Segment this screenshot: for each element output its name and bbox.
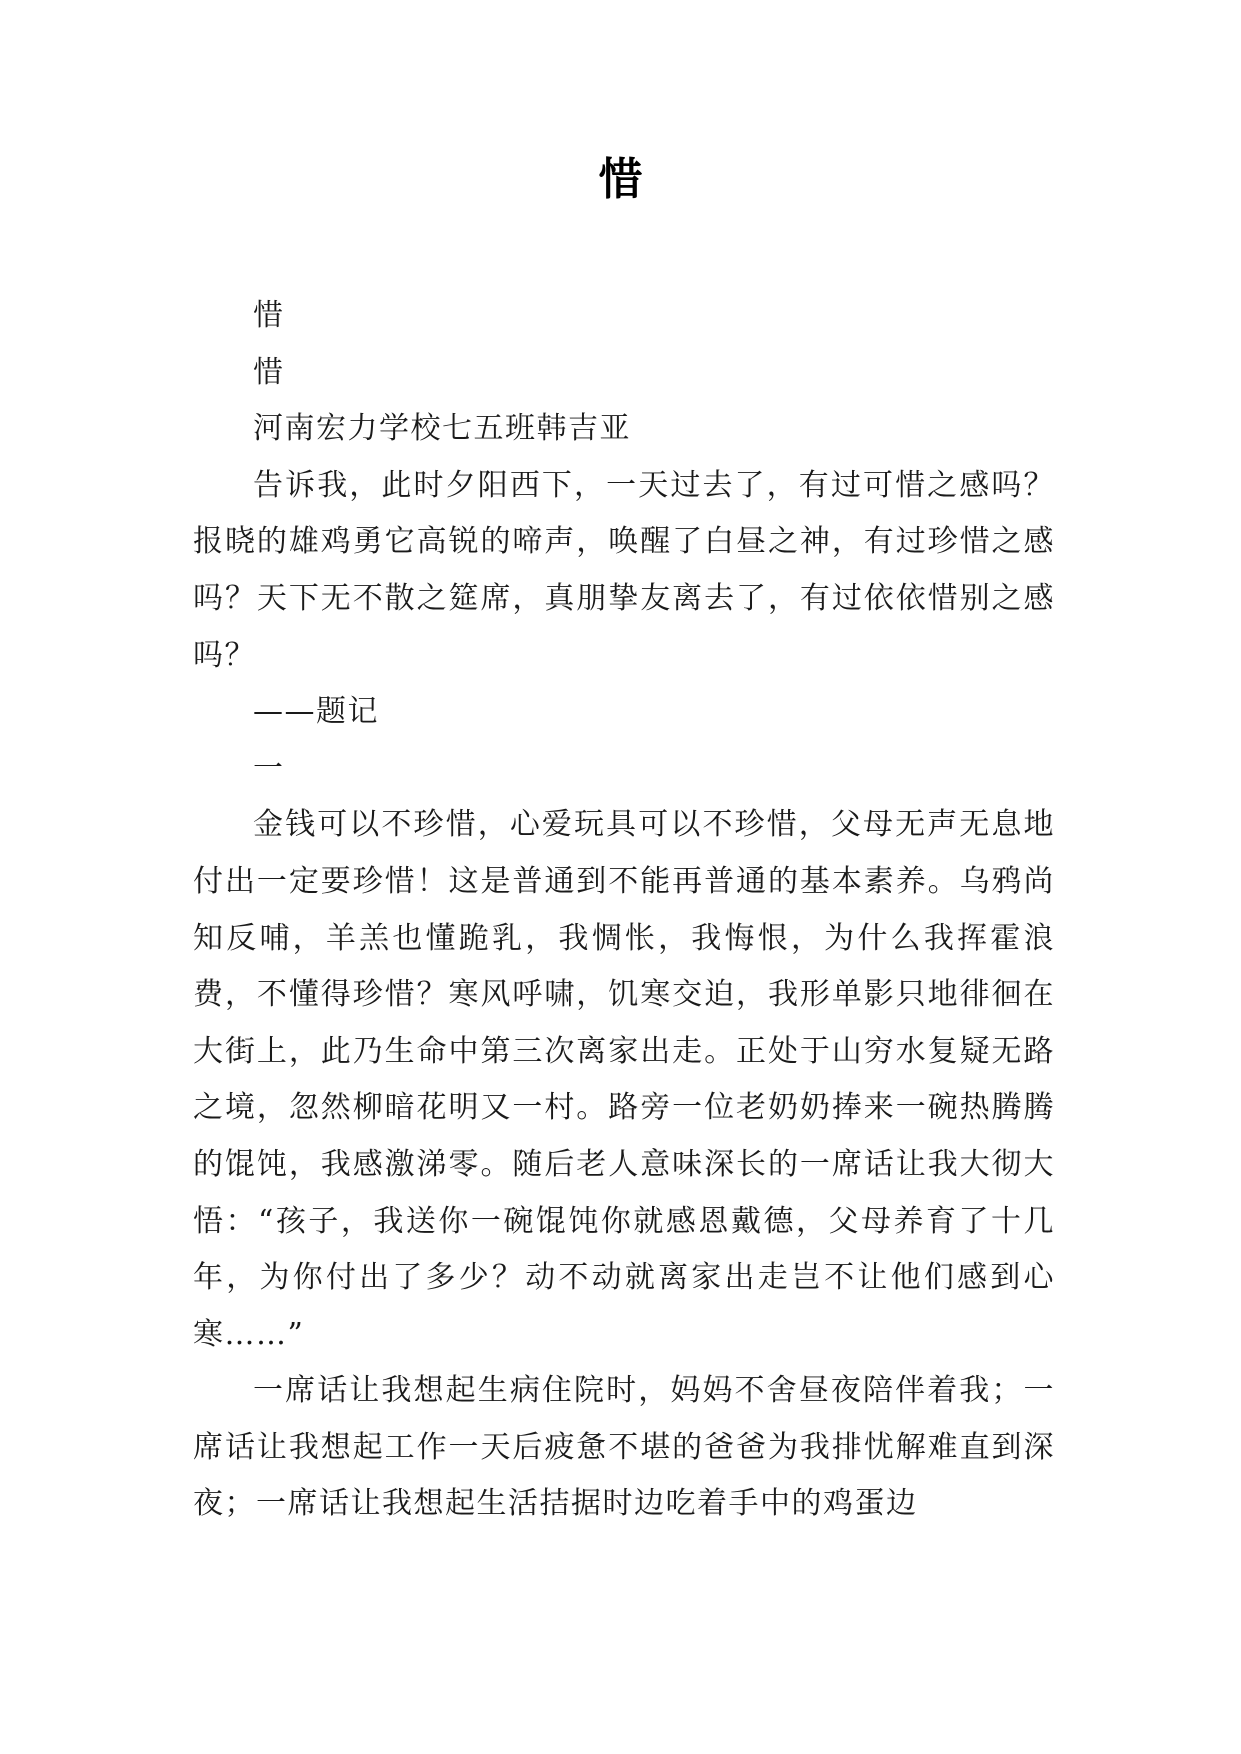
epigraph-attribution: ——题记 bbox=[253, 694, 379, 730]
paragraph: 告诉我，此时夕阳西下，一天过去了，有过可惜之感吗？报晓的雄鸡勇它高锐的啼声，唤醒了白昼之神，有过珍惜之感吗？天下无不散之筵席，真朋挚友离去了，有过依依惜别之感吗？ bbox=[193, 467, 1055, 673]
author-line: 河南宏力学校七五班韩吉亚 bbox=[253, 411, 631, 447]
paragraph: 一席话让我想起生病住院时，妈妈不舍昼夜陪伴着我；一席话让我想起工作一天后疲惫不堪的爸爸为我排忧解难直到深夜；一席话让我想起生活拮据时边吃着手中的鸡蛋边 bbox=[193, 1373, 1055, 1522]
paragraph: 惜 bbox=[253, 298, 285, 333]
paragraph: 惜 bbox=[253, 354, 285, 390]
paragraph: 金钱可以不珍惜，心爱玩具可以不珍惜，父母无声无息地付出一定要珍惜！这是普通到不能再普通的基本素养。乌鸦尚知反哺，羊羔也懂跪乳，我惆怅，我悔恨，为什么我挥霍浪费，不懂得珍惜？寒风呼啸，饥寒交迫，我形单影只地徘徊在大街上，此乃生命中第三次离家出走。正处于山穷水复疑无路之境，忽然柳暗花明又一村。路旁一位老奶奶捧来一碗热腾腾的馄饨，我感激涕零。随后老人意味深长的一席话让我大彻大悟：“孩子，我送你一碗馄饨你就感恩戴德，父母养育了十几年，为你付出了多少？动不动就离家出走岂不让他们感到心寒……” bbox=[193, 807, 1055, 1352]
document-title: 惜 bbox=[598, 154, 643, 205]
section-number: 一 bbox=[253, 750, 285, 786]
document-body bbox=[193, 288, 1055, 1533]
